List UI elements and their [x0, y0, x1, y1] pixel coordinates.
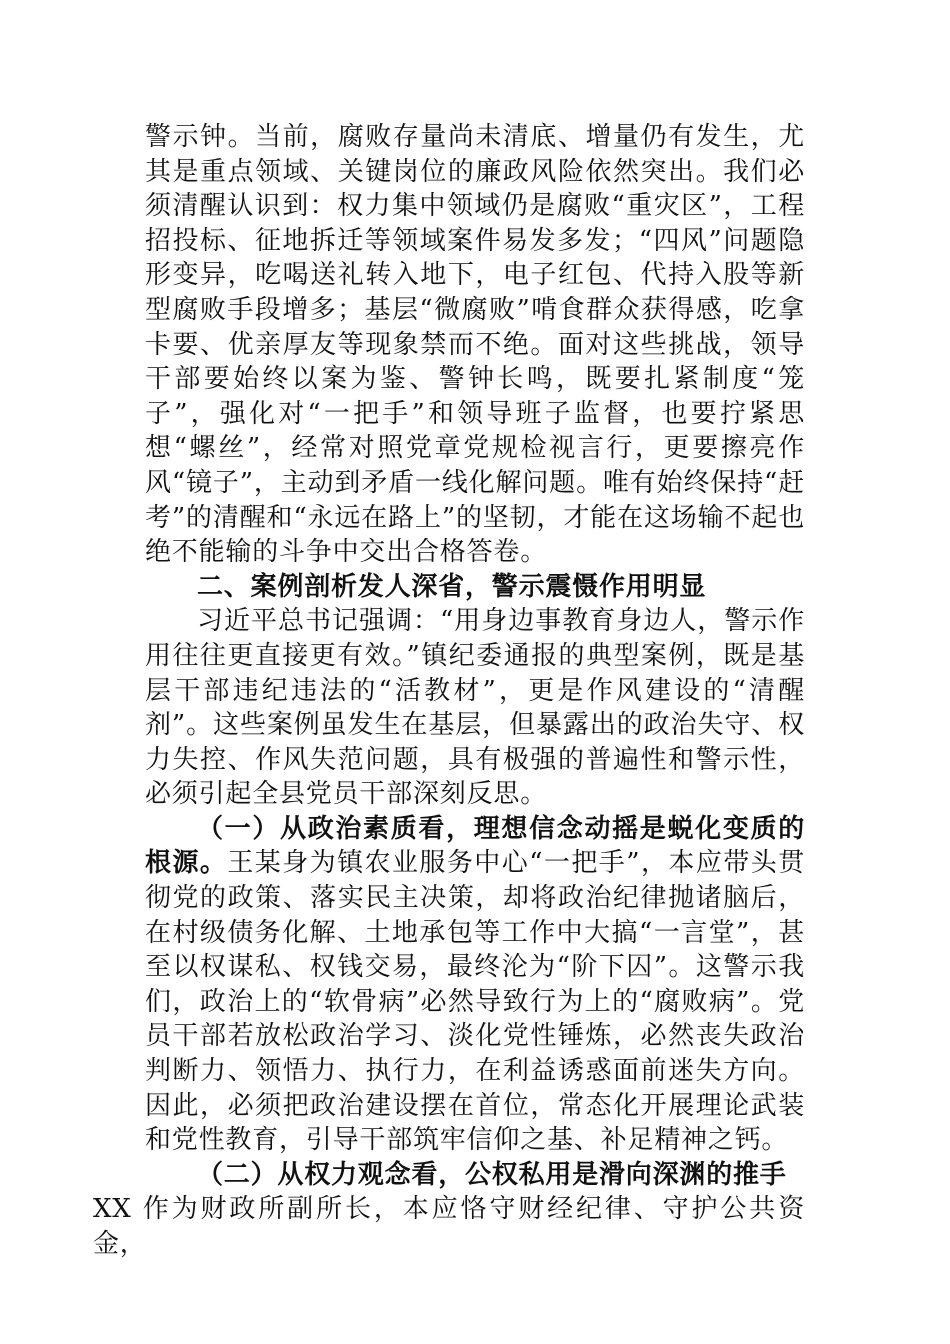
- document-body: [93, 120, 805, 1262]
- subsection-2-body: XX 作为财政所副所长，本应恪守财经纪律、守护公共资金，: [93, 1194, 805, 1259]
- subsection-2-paragraph: [93, 1158, 805, 1262]
- subsection-2-lead: （二）从权力观念看，公权私用是滑向深渊的推手: [197, 1159, 787, 1190]
- section-2-intro-paragraph: 习近平总书记强调：“用身边事教育身边人，警示作用往往更直接更有效。”镇纪委通报的典型案例，既是基层干部违纪违法的“活教材”，更是作风建设的“清醒剂”。这些案例虽发生在基层，但暴露出的政治失守、权力失控、作风失范问题，具有极强的普遍性和警示性，必须引起全县党员干部深刻反思。: [145, 606, 805, 810]
- subsection-1-body: 王某身为镇农业服务中心“一把手”，本应带头贯彻党的政策、落实民主决策，却将政治纪律抛诸脑后，在村级债务化解、土地承包等工作中大搞“一言堂”，甚至以权谋私、权钱交易，最终沦为“阶下囚”。这警示我们，政治上的“软骨病”必然导致行为上的“腐败病”。党员干部若放松政治学习、淡化党性锤炼，必然丧失政治判断力、领悟力、执行力，在利益诱惑面前迷失方向。因此，必须把政治建设摆在首位，常态化开展理论武装和党性教育，引导干部筑牢信仰之基、补足精神之钙。: [145, 848, 805, 1156]
- subsection-1-paragraph: [145, 812, 805, 1158]
- section-2-heading: 二、案例剖析发人深省，警示震慑作用明显: [197, 571, 707, 602]
- subsection-1-lead: （一）从政治素质看，理想信念动摇是蜕化变质的根源。: [145, 813, 805, 879]
- paragraph-continuation: 警示钟。当前，腐败存量尚未清底、增量仍有发生，尤其是重点领域、关键岗位的廉政风险依然突出。我们必须清醒认识到：权力集中领域仍是腐败“重灾区”，工程招投标、征地拆迁等领域案件易发多发；“四风”问题隐形变异，吃喝送礼转入地下，电子红包、代持入股等新型腐败手段增多；基层“微腐败”啃食群众获得感，吃拿卡要、优亲厚友等现象禁而不绝。面对这些挑战，领导干部要始终以案为鉴、警钟长鸣，既要扎紧制度“笼子”，强化对“一把手”和领导班子监督，也要拧紧思想“螺丝”，经常对照党章党规检视言行，更要擦亮作风“镜子”，主动到矛盾一线化解问题。唯有始终保持“赶考”的清醒和“永远在路上”的坚韧，才能在这场输不起也绝不能输的斗争中交出合格答卷。: [145, 122, 805, 568]
